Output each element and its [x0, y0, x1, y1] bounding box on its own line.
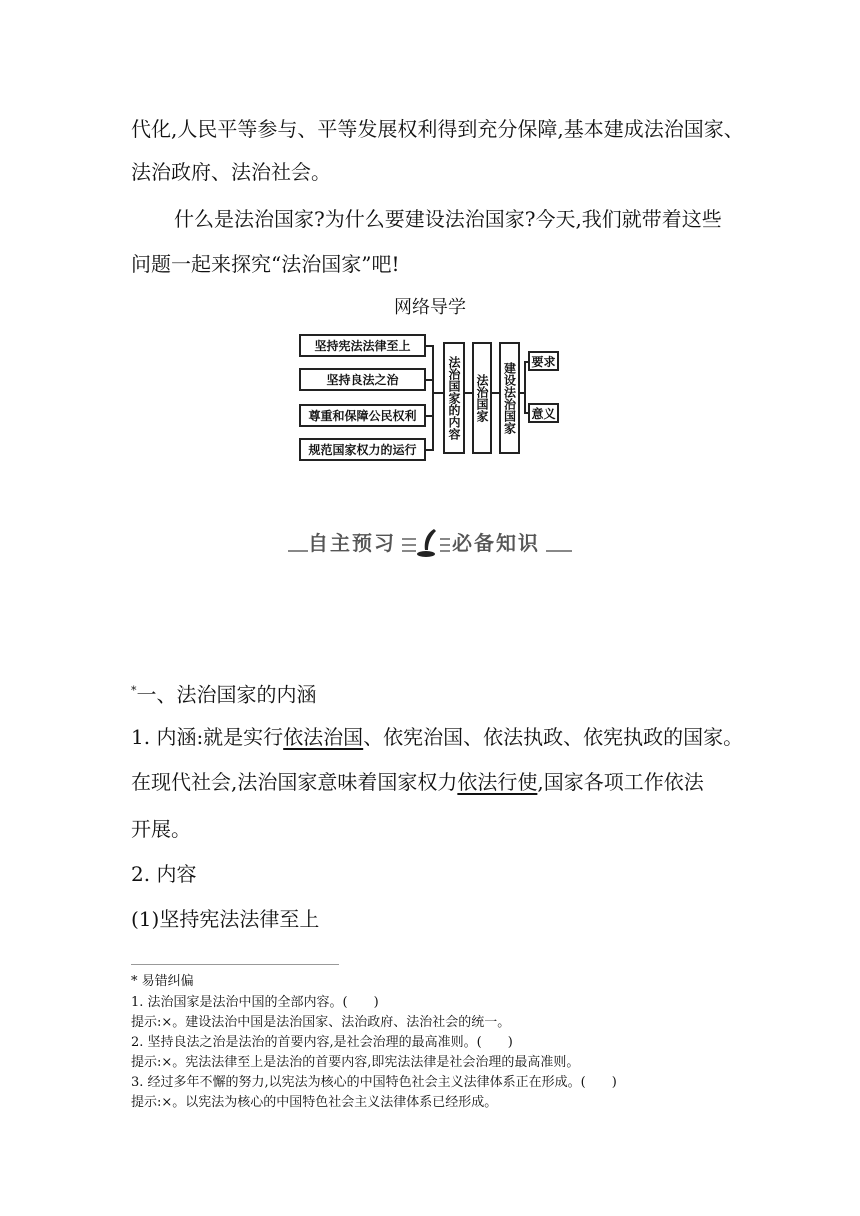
network-title: 网络导学: [394, 297, 466, 318]
underlined-term: 依法治国: [283, 725, 364, 749]
underlined-term: 依法行使: [457, 770, 538, 794]
text-span: 在现代社会,法治国家意味着国家权力: [131, 770, 458, 794]
text-span: ,国家各项工作依法: [537, 770, 704, 794]
footnote-line: 2. 坚持良法之治是法治的首要内容,是社会治理的最高准则。( ): [131, 1035, 513, 1050]
heading-text: 一、法治国家的内涵: [136, 682, 317, 707]
section-banner: [288, 528, 572, 562]
definition-line-1: [131, 723, 743, 751]
right-item-significance: 意义: [528, 403, 559, 423]
footnote-title: * 易错纠偏: [131, 974, 194, 989]
left-item-4: 规范国家权力的运行: [299, 438, 426, 461]
heading-mark: *: [131, 684, 137, 697]
banner-right-text: 必备知识: [452, 531, 540, 555]
text-span: 、依宪治国、依法执政、依宪执政的国家。: [363, 725, 744, 749]
box-state-content: 法治国家的内容: [443, 342, 465, 454]
footnote-line: 提示:×。以宪法为核心的中国特色社会主义法律体系已经形成。: [131, 1095, 498, 1110]
left-item-1: 坚持宪法法律至上: [299, 334, 426, 357]
left-item-2: 坚持良法之治: [299, 368, 426, 391]
banner-left-text: 自主预习: [308, 531, 396, 555]
right-item-requirement: 要求: [528, 351, 559, 371]
section-heading: [131, 677, 317, 709]
definition-line-2: [131, 768, 704, 796]
intro-line-1: 代化,人民平等参与、平等发展权利得到充分保障,基本建成法治国家、: [131, 117, 744, 141]
box-rule-of-law-state: 法治国家: [472, 342, 492, 454]
footnote-line: 3. 经过多年不懈的努力,以宪法为核心的中国特色社会主义法律体系正在形成。( ): [131, 1075, 617, 1090]
box-build-rule-of-law-state: 建设法治国家: [499, 342, 520, 454]
intro-line-2: 法治政府、法治社会。: [131, 160, 331, 184]
footnote-line: 提示:×。建设法治中国是法治国家、法治政府、法治社会的统一。: [131, 1015, 511, 1030]
content-item-1: (1)坚持宪法法律至上: [131, 907, 320, 931]
intro-line-3: 什么是法治国家?为什么要建设法治国家?今天,我们就带着这些: [174, 207, 722, 231]
text-span: 1. 内涵:就是实行: [131, 725, 284, 749]
intro-line-4: 问题一起来探究“法治国家”吧!: [131, 252, 400, 276]
left-item-3: 尊重和保障公民权利: [299, 404, 426, 427]
quill-pen-icon: [416, 528, 440, 558]
footnote-rule: [131, 964, 339, 965]
content-heading: 2. 内容: [131, 862, 197, 886]
definition-line-3: 开展。: [131, 817, 191, 841]
footnote-line: 提示:×。宪法法律至上是法治的首要内容,即宪法法律是社会治理的最高准则。: [131, 1055, 580, 1070]
footnote-line: 1. 法治国家是法治中国的全部内容。( ): [131, 995, 379, 1010]
